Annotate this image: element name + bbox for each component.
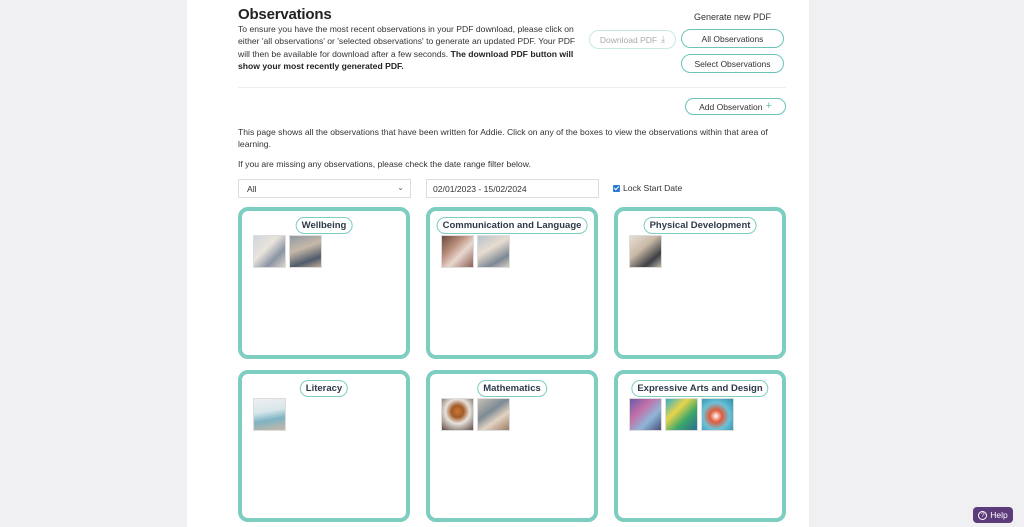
intro-text-regular: To ensure you have the most recent observations in your PDF download, please click on either 'all observations' or 'selected observations' to generate an updated PDF. Your PDF will then be available for download after a few seconds. bbox=[238, 24, 576, 59]
help-icon: ? bbox=[978, 511, 987, 520]
observation-thumbnail[interactable] bbox=[477, 398, 510, 431]
area-title: Communication and Language bbox=[437, 217, 588, 234]
area-card-expressive-arts[interactable] bbox=[614, 370, 786, 522]
observation-thumbnail[interactable] bbox=[629, 235, 662, 268]
thumbnail-list bbox=[253, 235, 322, 268]
lock-start-date-checkbox[interactable] bbox=[613, 185, 620, 192]
add-observation-button[interactable] bbox=[685, 98, 786, 115]
area-filter-select[interactable] bbox=[238, 179, 411, 198]
observation-thumbnail[interactable] bbox=[701, 398, 734, 431]
area-title: Expressive Arts and Design bbox=[631, 380, 768, 397]
observation-thumbnail[interactable] bbox=[441, 235, 474, 268]
help-button[interactable] bbox=[973, 507, 1013, 523]
thumbnail-list bbox=[629, 398, 734, 431]
area-card-physical-development[interactable] bbox=[614, 207, 786, 359]
select-observations-button[interactable]: Select Observations bbox=[681, 54, 784, 73]
area-filter-value: All bbox=[247, 183, 257, 194]
observation-thumbnail[interactable] bbox=[477, 235, 510, 268]
generate-pdf-label: Generate new PDF bbox=[693, 12, 772, 22]
observation-thumbnail[interactable] bbox=[289, 235, 322, 268]
area-card-communication[interactable] bbox=[426, 207, 598, 359]
observation-thumbnail[interactable] bbox=[629, 398, 662, 431]
date-range-input[interactable]: 02/01/2023 - 15/02/2024 bbox=[426, 179, 599, 198]
download-pdf-button[interactable] bbox=[589, 30, 676, 49]
all-observations-button[interactable]: All Observations bbox=[681, 29, 784, 48]
intro-text bbox=[238, 23, 584, 73]
missing-observations-text: If you are missing any observations, please check the date range filter below. bbox=[238, 159, 531, 169]
add-observation-label: Add Observation bbox=[699, 101, 763, 112]
divider bbox=[238, 87, 786, 88]
thumbnail-list bbox=[629, 235, 662, 268]
lock-start-date-label: Lock Start Date bbox=[623, 183, 683, 193]
description-text: This page shows all the observations that have been written for Addie. Click on any of the boxes to view the observations within that area of learning. bbox=[238, 127, 768, 150]
lock-start-date[interactable] bbox=[613, 183, 682, 193]
help-label: Help bbox=[990, 510, 1008, 520]
observation-thumbnail[interactable] bbox=[665, 398, 698, 431]
observation-thumbnail[interactable] bbox=[441, 398, 474, 431]
area-card-mathematics[interactable] bbox=[426, 370, 598, 522]
thumbnail-list bbox=[441, 235, 510, 268]
intro-text-bold: The download PDF button will show your most recently generated PDF. bbox=[238, 48, 574, 72]
plus-icon: + bbox=[765, 100, 772, 112]
thumbnail-list bbox=[253, 398, 286, 431]
chevron-down-icon: ⌄ bbox=[397, 183, 404, 192]
observation-thumbnail[interactable] bbox=[253, 235, 286, 268]
thumbnail-list bbox=[441, 398, 510, 431]
area-card-literacy[interactable] bbox=[238, 370, 410, 522]
observation-thumbnail[interactable] bbox=[253, 398, 286, 431]
download-icon: ⤓ bbox=[661, 34, 666, 44]
area-title: Wellbeing bbox=[296, 217, 353, 234]
download-pdf-label: Download PDF bbox=[599, 34, 658, 45]
page-title: Observations bbox=[238, 6, 332, 23]
area-card-wellbeing[interactable] bbox=[238, 207, 410, 359]
area-title: Literacy bbox=[300, 380, 348, 397]
area-title: Mathematics bbox=[477, 380, 547, 397]
area-title: Physical Development bbox=[644, 217, 757, 234]
